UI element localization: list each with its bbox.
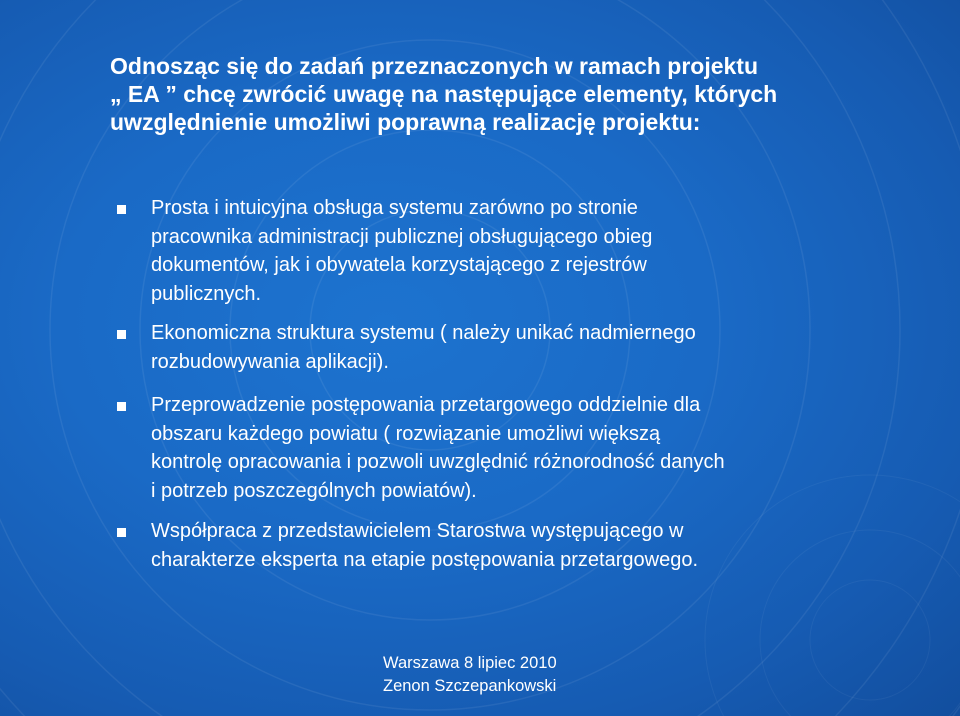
bullet-line: Ekonomiczna struktura systemu ( należy unikać nadmiernego — [151, 322, 696, 344]
bullet-text — [151, 517, 871, 574]
bullet-line: i potrzeb poszczególnych powiatów). — [151, 479, 477, 502]
bullet-line: Prosta i intuicyjna obsługa systemu zarówno po stronie — [151, 197, 638, 219]
bullet-text — [151, 391, 871, 505]
bullet-line: pracownika administracji publicznej obsługującego obieg — [151, 225, 653, 248]
bullet-text — [151, 319, 871, 376]
bullet-line: Współpraca z przedstawicielem Starostwa występującego w — [151, 520, 684, 542]
footer-date: Warszawa 8 lipiec 2010 — [383, 654, 557, 672]
bullet-line: kontrolę opracowania i pozwoli uwzględnić różnorodność danych — [151, 451, 725, 473]
title-line: uwzględnienie umożliwi poprawną realizację projektu: — [110, 109, 701, 135]
square-bullet-icon — [117, 528, 126, 537]
bullet-line: Przeprowadzenie postępowania przetargowego oddzielnie dla — [151, 394, 701, 416]
bullet-line: dokumentów, jak i obywatela korzystającego z rejestrów — [151, 254, 647, 276]
title-line: „ EA ” chcę zwrócić uwagę na następujące elementy, których — [110, 81, 778, 107]
bullet-line: charakterze eksperta na etapie postępowania przetargowego. — [151, 548, 699, 571]
bullet-line: rozbudowywania aplikacji). — [151, 350, 389, 373]
title-line: Odnosząc się do zadań przeznaczonych w ramach projektu — [110, 53, 758, 79]
bullet-text — [151, 194, 871, 308]
bullet-line: publicznych. — [151, 282, 262, 305]
square-bullet-icon — [117, 330, 126, 339]
slide-footer — [383, 652, 557, 698]
square-bullet-icon — [117, 205, 126, 214]
slide-title — [110, 52, 930, 136]
footer-author: Zenon Szczepankowski — [383, 677, 557, 695]
square-bullet-icon — [117, 402, 126, 411]
bullet-line: obszaru każdego powiatu ( rozwiązanie umożliwi większą — [151, 422, 661, 445]
